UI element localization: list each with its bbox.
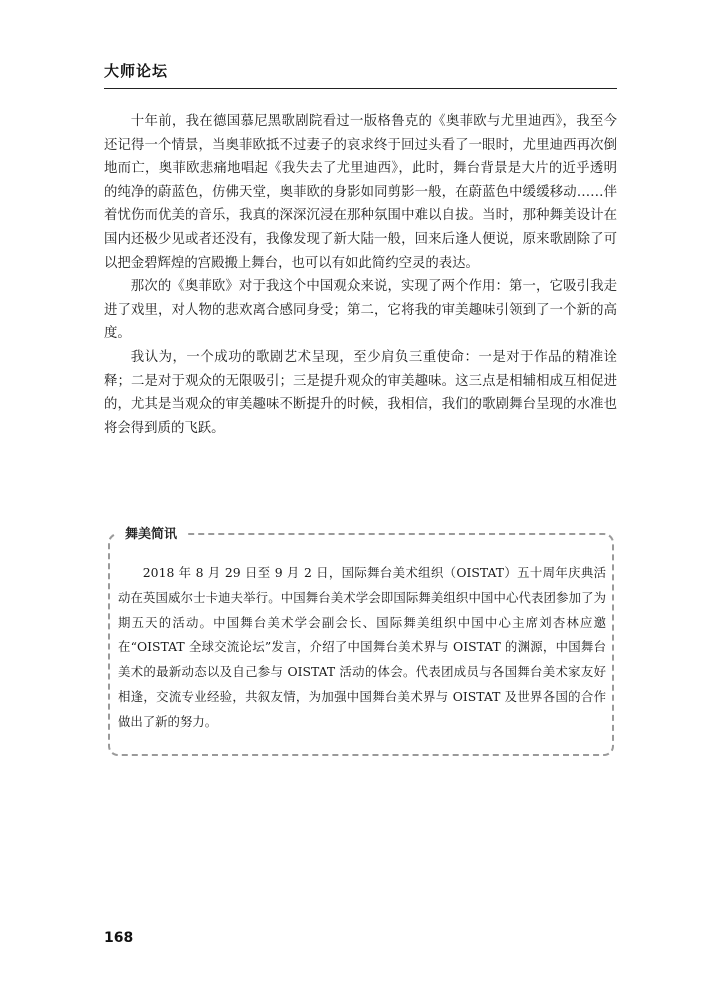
news-paragraph: 2018 年 8 月 29 日至 9 月 2 日，国际舞台美术组织（OISTAT）五十周年庆典活动在英国威尔士卡迪夫举行。中国舞台美术学会即国际舞美组织中国中心代表团参加了为期五天的活动。中国舞台美术学会副会长、国际舞美组织中国中心主席刘杏林应邀在“OISTAT 全球交流论坛”发言，介绍了中国舞台美术界与 OISTAT 的渊源，中国舞台美术的最新动态以及自己参与 OISTAT 活动的体会。代表团成员与各国舞台美术家友好相逢，交流专业经验，共叙友情，为加强中国舞台美术界与 OISTAT 及世界各国的合作做出了新的努力。 (118, 565, 606, 729)
article-paragraph: 那次的《奥菲欧》对于我这个中国观众来说，实现了两个作用：第一，它吸引我走进了戏里，对人物的悲欢离合感同身受；第二，它将我的审美趣味引领到了一个新的高度。 (104, 279, 617, 342)
article-body (104, 110, 617, 440)
article-paragraph: 十年前，我在德国慕尼黑歌剧院看过一版格鲁克的《奥菲欧与尤里迪西》，我至今还记得一个情景，当奥菲欧抵不过妻子的哀求终于回过头看了一眼时，尤里迪西再次倒地而亡，奥菲欧悲痛地唱起《我失去了尤里迪西》，此时，舞台背景是大片的近乎透明的纯净的蔚蓝色，仿佛天堂，奥菲欧的身影如同剪影一般，在蔚蓝色中缓缓移动……伴着忧伤而优美的音乐，我真的深深沉浸在那种氛围中难以自拔。当时，那种舞美设计在国内还极少见或者还没有，我像发现了新大陆一般，回来后逢人便说，原来歌剧除了可以把金碧辉煌的宫殿搬上舞台，也可以有如此简约空灵的表达。 (104, 114, 617, 271)
page-number: 168 (104, 930, 134, 946)
section-title: 大师论坛 (104, 62, 169, 80)
news-box-body (118, 561, 606, 735)
article-paragraph: 我认为，一个成功的歌剧艺术呈现，至少肩负三重使命：一是对于作品的精准诠释；二是对于观众的无限吸引；三是提升观众的审美趣味。这三点是相辅相成互相促进的，尤其是当观众的审美趣味不断提升的时候，我相信，我们的歌剧舞台呈现的水准也将会得到质的飞跃。 (104, 349, 617, 436)
news-box-title: 舞美简讯 (116, 523, 186, 542)
header-divider (104, 88, 617, 89)
